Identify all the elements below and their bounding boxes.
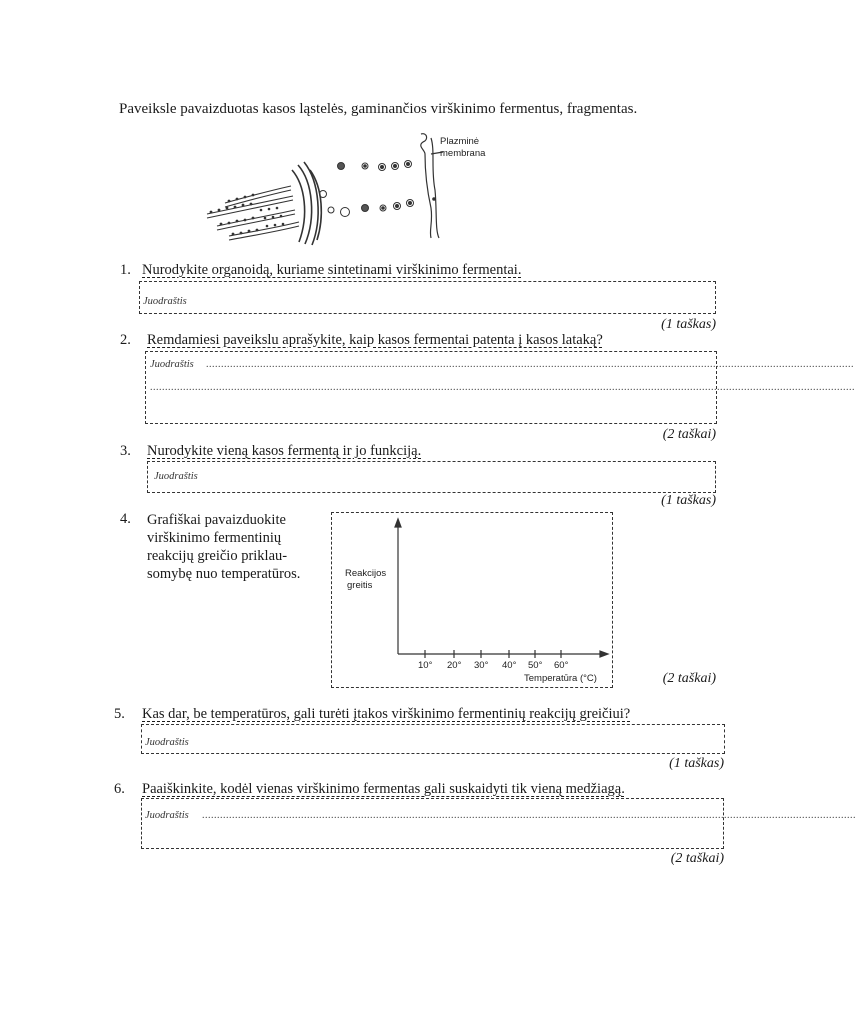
- question-2-number: 2.: [120, 332, 131, 348]
- intro-text: Paveiksle pavaizduotas kasos ląstelės, gaminančios virškinimo fermentus, fragmentas.: [119, 101, 638, 117]
- answer-box-5[interactable]: [141, 724, 725, 754]
- answer-box-6[interactable]: [141, 798, 856, 849]
- y-axis-arrow: [395, 519, 401, 527]
- x-tick-label: 50°: [528, 660, 543, 671]
- dotted-line: ........................................................................................................................................................................................................................: [206, 359, 854, 370]
- y-axis-label-line1: Reakcijos: [345, 568, 387, 579]
- question-4-number: 4.: [120, 511, 131, 527]
- question-2-points: (2 taškai): [662, 427, 716, 442]
- draft-label: Juodraštis: [143, 296, 187, 307]
- x-axis-label: Temperatūra (°C): [524, 673, 597, 684]
- question-4-line: reakcijų greičio priklau-: [147, 548, 288, 564]
- question-5-points: (1 taškas): [669, 756, 724, 771]
- question-5-number: 5.: [114, 706, 125, 722]
- question-4-line: somybę nuo temperatūros.: [147, 566, 301, 582]
- x-tick-label: 30°: [474, 660, 489, 671]
- question-6-number: 6.: [114, 781, 125, 797]
- question-4-text: [147, 511, 327, 583]
- question-2-text: Remdamiesi paveikslu aprašykite, kaip kasos fermentai patenta į kasos lataką?: [147, 332, 603, 348]
- question-4-line: Grafiškai pavaizduokite: [147, 512, 286, 528]
- draft-label: Juodraštis: [145, 737, 189, 748]
- temperature-graph: [332, 513, 612, 687]
- question-4-line: virškinimo fermentinių: [147, 530, 282, 546]
- question-1-number: 1.: [120, 262, 131, 278]
- question-3-points: (1 taškas): [661, 493, 716, 508]
- answer-box-3[interactable]: [147, 461, 716, 493]
- question-5-text: Kas dar, be temperatūros, gali turėti įtakos virškinimo fermentinių reakcijų greičiui?: [142, 706, 631, 722]
- question-4-points: (2 taškai): [662, 671, 716, 686]
- question-6-text: Paaiškinkite, kodėl vienas virškinimo fermentas gali suskaidyti tik vieną medžiagą.: [142, 781, 625, 797]
- draft-label: Juodraštis: [145, 810, 189, 821]
- dotted-line: ..........................................................................................................................................................................................................................: [202, 810, 856, 821]
- question-1-text: Nurodykite organoidą, kuriame sintetinami virškinimo fermentai.: [142, 262, 522, 278]
- x-axis-arrow: [600, 651, 608, 657]
- graph-answer-box[interactable]: [331, 512, 613, 688]
- x-tick-label: 10°: [418, 660, 433, 671]
- question-3-text: Nurodykite vieną kasos fermentą ir jo funkciją.: [147, 443, 422, 459]
- draft-label: Juodraštis: [150, 359, 194, 370]
- dotted-line: ...........................................................................................................................................................................................................................................: [150, 382, 855, 393]
- question-3-number: 3.: [120, 443, 131, 459]
- pancreas-cell-figure: [195, 130, 515, 245]
- x-tick-label: 60°: [554, 660, 569, 671]
- question-6-points: (2 taškai): [670, 851, 724, 866]
- membrane-label-line1: Plazminė: [440, 136, 480, 147]
- membrane-label-line2: membrana: [440, 148, 486, 159]
- answer-box-1[interactable]: [139, 281, 716, 314]
- draft-label: Juodraštis: [154, 471, 198, 482]
- x-tick-label: 20°: [447, 660, 462, 671]
- y-axis-label-line2: greitis: [347, 580, 373, 591]
- question-1-points: (1 taškas): [661, 317, 716, 332]
- answer-box-2[interactable]: [145, 351, 855, 424]
- x-tick-label: 40°: [502, 660, 517, 671]
